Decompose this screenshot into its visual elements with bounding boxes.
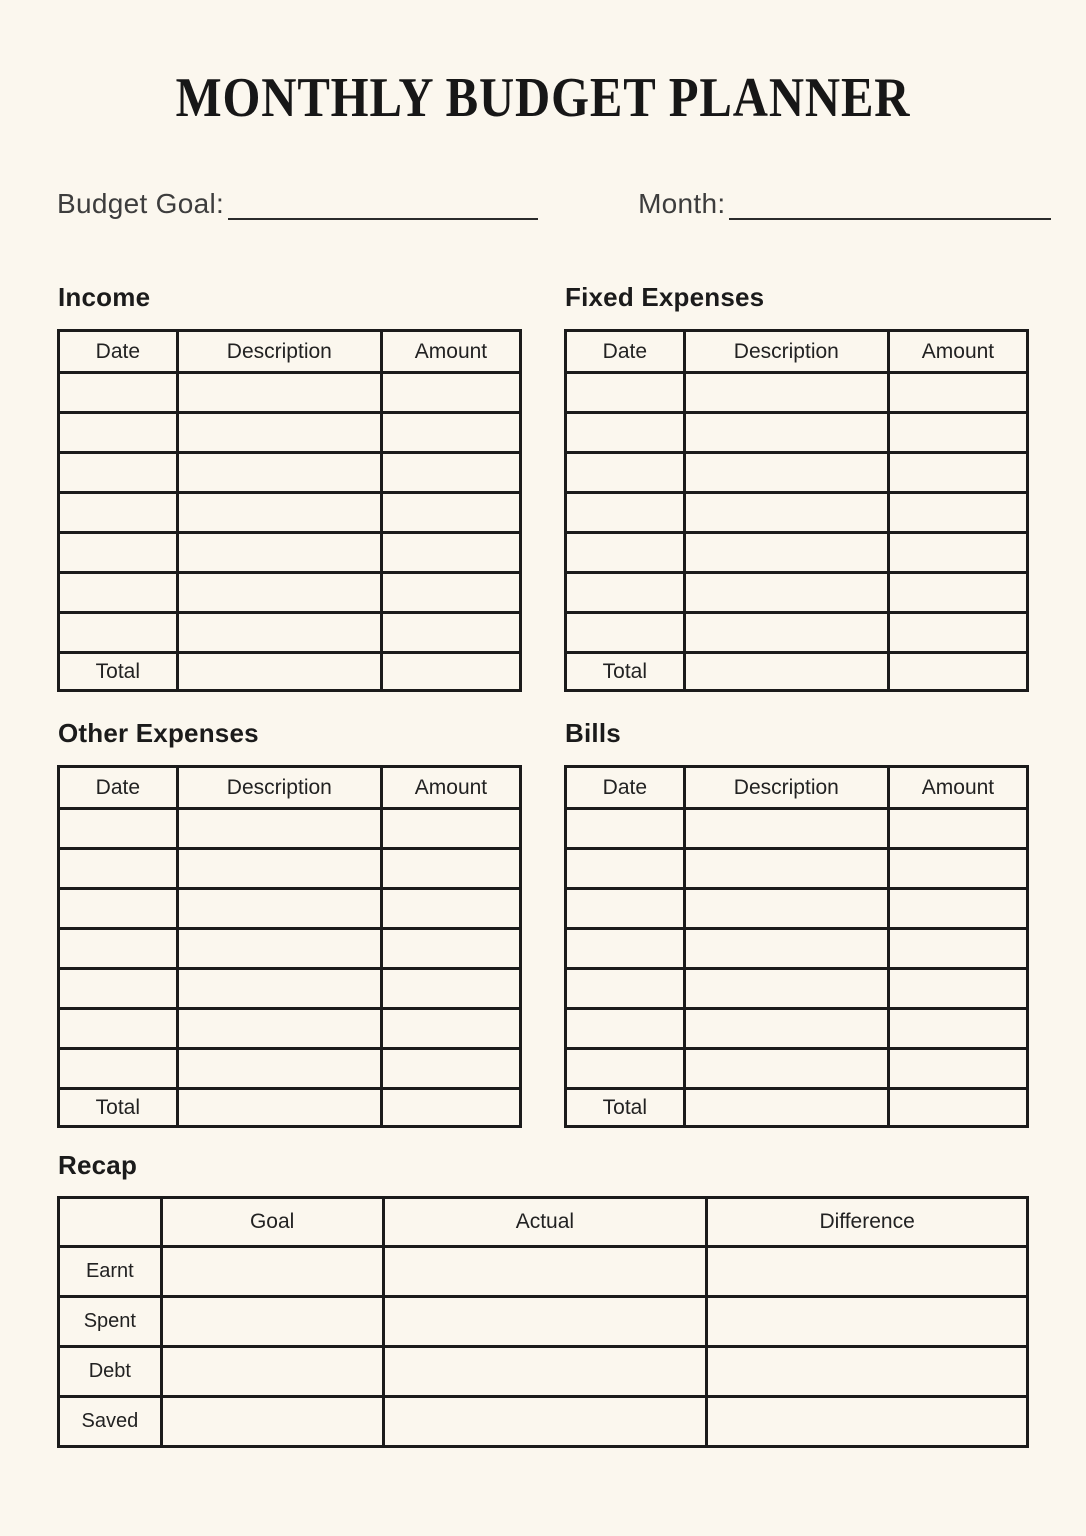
empty-cell bbox=[59, 373, 178, 413]
income-header-row bbox=[59, 331, 521, 373]
section-income bbox=[57, 282, 522, 692]
empty-entry-row bbox=[566, 373, 1028, 413]
empty-cell bbox=[888, 969, 1027, 1009]
empty-cell bbox=[381, 413, 520, 453]
recap-header-row bbox=[59, 1198, 1028, 1247]
income-total-row bbox=[59, 653, 521, 691]
empty-cell bbox=[888, 413, 1027, 453]
recap-row-debt bbox=[59, 1347, 1028, 1397]
other-expenses-header-row bbox=[59, 767, 521, 809]
column-header-amount: Amount bbox=[888, 331, 1027, 373]
column-header-date: Date bbox=[59, 331, 178, 373]
bills-section-title: Bills bbox=[565, 718, 621, 748]
total-label: Total bbox=[59, 1089, 178, 1127]
total-amount-cell bbox=[381, 1089, 520, 1127]
empty-entry-row bbox=[566, 969, 1028, 1009]
bills-header-row bbox=[566, 767, 1028, 809]
empty-cell bbox=[566, 453, 685, 493]
other-expenses-total-row bbox=[59, 1089, 521, 1127]
empty-entry-row bbox=[59, 493, 521, 533]
empty-cell bbox=[707, 1347, 1028, 1397]
empty-cell bbox=[566, 889, 685, 929]
empty-cell bbox=[888, 573, 1027, 613]
recap-corner-cell bbox=[59, 1198, 162, 1247]
empty-cell bbox=[177, 453, 381, 493]
empty-cell bbox=[59, 809, 178, 849]
empty-cell bbox=[381, 1009, 520, 1049]
empty-cell bbox=[383, 1297, 707, 1347]
column-header-description: Description bbox=[684, 767, 888, 809]
empty-cell bbox=[707, 1397, 1028, 1447]
empty-cell bbox=[684, 849, 888, 889]
empty-cell bbox=[59, 1049, 178, 1089]
empty-cell bbox=[888, 1049, 1027, 1089]
empty-entry-row bbox=[566, 413, 1028, 453]
empty-entry-row bbox=[566, 1049, 1028, 1089]
column-header-amount: Amount bbox=[888, 767, 1027, 809]
other-expenses-table bbox=[57, 765, 522, 1128]
total-amount-cell bbox=[888, 1089, 1027, 1127]
empty-cell bbox=[177, 929, 381, 969]
recap-row-label: Spent bbox=[59, 1297, 162, 1347]
empty-entry-row bbox=[566, 453, 1028, 493]
empty-cell bbox=[888, 929, 1027, 969]
empty-entry-row bbox=[59, 1049, 521, 1089]
section-other-expenses bbox=[57, 718, 522, 1128]
empty-cell bbox=[381, 613, 520, 653]
empty-cell bbox=[381, 533, 520, 573]
entry-tables-grid bbox=[57, 282, 1029, 1128]
empty-entry-row bbox=[59, 533, 521, 573]
empty-cell bbox=[684, 533, 888, 573]
month-field bbox=[638, 189, 1051, 220]
total-description-cell bbox=[684, 1089, 888, 1127]
empty-cell bbox=[177, 889, 381, 929]
empty-cell bbox=[707, 1297, 1028, 1347]
empty-cell bbox=[566, 849, 685, 889]
empty-cell bbox=[59, 969, 178, 1009]
empty-cell bbox=[59, 929, 178, 969]
empty-cell bbox=[888, 493, 1027, 533]
empty-cell bbox=[59, 889, 178, 929]
empty-entry-row bbox=[566, 573, 1028, 613]
empty-cell bbox=[888, 849, 1027, 889]
empty-cell bbox=[684, 373, 888, 413]
empty-cell bbox=[566, 613, 685, 653]
empty-cell bbox=[177, 849, 381, 889]
total-label: Total bbox=[566, 653, 685, 691]
empty-entry-row bbox=[59, 573, 521, 613]
empty-cell bbox=[161, 1397, 383, 1447]
empty-cell bbox=[684, 969, 888, 1009]
month-label: Month: bbox=[638, 188, 726, 220]
empty-cell bbox=[161, 1347, 383, 1397]
empty-cell bbox=[566, 929, 685, 969]
budget-goal-blank-line bbox=[228, 190, 538, 220]
page-title: MONTHLY BUDGET PLANNER bbox=[175, 67, 911, 129]
empty-cell bbox=[684, 1009, 888, 1049]
empty-entry-row bbox=[59, 1009, 521, 1049]
empty-cell bbox=[684, 613, 888, 653]
total-amount-cell bbox=[888, 653, 1027, 691]
empty-cell bbox=[684, 413, 888, 453]
bills-total-row bbox=[566, 1089, 1028, 1127]
empty-cell bbox=[59, 1009, 178, 1049]
empty-cell bbox=[888, 453, 1027, 493]
empty-cell bbox=[381, 1049, 520, 1089]
empty-cell bbox=[59, 613, 178, 653]
empty-cell bbox=[177, 413, 381, 453]
empty-entry-row bbox=[59, 453, 521, 493]
empty-cell bbox=[566, 969, 685, 1009]
total-description-cell bbox=[684, 653, 888, 691]
other-expenses-section-title: Other Expenses bbox=[58, 718, 259, 748]
month-blank-line bbox=[729, 190, 1051, 220]
column-header-description: Description bbox=[177, 767, 381, 809]
empty-cell bbox=[177, 969, 381, 1009]
empty-cell bbox=[684, 573, 888, 613]
column-header-amount: Amount bbox=[381, 331, 520, 373]
empty-cell bbox=[381, 373, 520, 413]
empty-cell bbox=[383, 1397, 707, 1447]
empty-cell bbox=[177, 613, 381, 653]
recap-table bbox=[57, 1196, 1029, 1448]
recap-column-actual: Actual bbox=[383, 1198, 707, 1247]
empty-entry-row bbox=[566, 809, 1028, 849]
fixed-expenses-table bbox=[564, 329, 1029, 692]
empty-cell bbox=[566, 809, 685, 849]
empty-cell bbox=[381, 889, 520, 929]
empty-cell bbox=[381, 929, 520, 969]
income-section-title: Income bbox=[58, 282, 151, 312]
total-description-cell bbox=[177, 653, 381, 691]
empty-entry-row bbox=[59, 969, 521, 1009]
empty-cell bbox=[566, 493, 685, 533]
recap-row-label: Earnt bbox=[59, 1247, 162, 1297]
empty-entry-row bbox=[566, 533, 1028, 573]
recap-row-earnt bbox=[59, 1247, 1028, 1297]
budget-goal-field bbox=[57, 189, 538, 220]
empty-cell bbox=[888, 809, 1027, 849]
empty-cell bbox=[684, 929, 888, 969]
empty-entry-row bbox=[59, 929, 521, 969]
recap-row-saved bbox=[59, 1397, 1028, 1447]
column-header-amount: Amount bbox=[381, 767, 520, 809]
empty-cell bbox=[888, 1009, 1027, 1049]
empty-cell bbox=[59, 453, 178, 493]
empty-cell bbox=[707, 1247, 1028, 1297]
header-fields bbox=[57, 182, 1029, 220]
column-header-date: Date bbox=[566, 767, 685, 809]
fixed-expenses-section-title: Fixed Expenses bbox=[565, 282, 765, 312]
empty-cell bbox=[59, 849, 178, 889]
empty-cell bbox=[59, 573, 178, 613]
recap-row-label: Debt bbox=[59, 1347, 162, 1397]
empty-entry-row bbox=[59, 849, 521, 889]
empty-cell bbox=[566, 573, 685, 613]
empty-entry-row bbox=[566, 1009, 1028, 1049]
empty-cell bbox=[684, 453, 888, 493]
column-header-description: Description bbox=[684, 331, 888, 373]
empty-cell bbox=[59, 413, 178, 453]
section-fixed-expenses bbox=[564, 282, 1029, 692]
recap-column-difference: Difference bbox=[707, 1198, 1028, 1247]
empty-entry-row bbox=[566, 849, 1028, 889]
empty-cell bbox=[684, 493, 888, 533]
empty-entry-row bbox=[59, 809, 521, 849]
total-label: Total bbox=[566, 1089, 685, 1127]
empty-cell bbox=[888, 533, 1027, 573]
fixed-expenses-header-row bbox=[566, 331, 1028, 373]
empty-cell bbox=[383, 1247, 707, 1297]
empty-cell bbox=[566, 533, 685, 573]
empty-cell bbox=[566, 1049, 685, 1089]
empty-cell bbox=[59, 533, 178, 573]
total-amount-cell bbox=[381, 653, 520, 691]
empty-cell bbox=[888, 613, 1027, 653]
empty-cell bbox=[161, 1247, 383, 1297]
empty-cell bbox=[381, 453, 520, 493]
empty-cell bbox=[566, 413, 685, 453]
total-label: Total bbox=[59, 653, 178, 691]
empty-cell bbox=[177, 573, 381, 613]
recap-row-spent bbox=[59, 1297, 1028, 1347]
total-description-cell bbox=[177, 1089, 381, 1127]
empty-cell bbox=[381, 573, 520, 613]
empty-cell bbox=[177, 533, 381, 573]
empty-cell bbox=[381, 809, 520, 849]
empty-cell bbox=[381, 969, 520, 1009]
empty-cell bbox=[59, 493, 178, 533]
empty-cell bbox=[177, 493, 381, 533]
empty-cell bbox=[161, 1297, 383, 1347]
recap-row-label: Saved bbox=[59, 1397, 162, 1447]
empty-entry-row bbox=[59, 373, 521, 413]
empty-cell bbox=[888, 373, 1027, 413]
empty-cell bbox=[383, 1347, 707, 1397]
income-table bbox=[57, 329, 522, 692]
empty-entry-row bbox=[566, 613, 1028, 653]
budget-goal-label: Budget Goal: bbox=[57, 188, 225, 220]
empty-cell bbox=[177, 809, 381, 849]
empty-entry-row bbox=[59, 413, 521, 453]
empty-cell bbox=[177, 1009, 381, 1049]
column-header-date: Date bbox=[59, 767, 178, 809]
empty-entry-row bbox=[59, 613, 521, 653]
empty-cell bbox=[381, 849, 520, 889]
recap-section-title: Recap bbox=[58, 1150, 138, 1180]
empty-cell bbox=[684, 1049, 888, 1089]
empty-cell bbox=[684, 809, 888, 849]
column-header-description: Description bbox=[177, 331, 381, 373]
empty-cell bbox=[381, 493, 520, 533]
empty-entry-row bbox=[566, 493, 1028, 533]
recap-column-goal: Goal bbox=[161, 1198, 383, 1247]
section-bills bbox=[564, 718, 1029, 1128]
fixed-expenses-total-row bbox=[566, 653, 1028, 691]
empty-cell bbox=[888, 889, 1027, 929]
empty-entry-row bbox=[566, 889, 1028, 929]
empty-entry-row bbox=[566, 929, 1028, 969]
bills-table bbox=[564, 765, 1029, 1128]
empty-cell bbox=[566, 373, 685, 413]
empty-cell bbox=[177, 1049, 381, 1089]
empty-cell bbox=[684, 889, 888, 929]
section-recap bbox=[57, 1150, 1029, 1448]
empty-cell bbox=[566, 1009, 685, 1049]
empty-cell bbox=[177, 373, 381, 413]
empty-entry-row bbox=[59, 889, 521, 929]
column-header-date: Date bbox=[566, 331, 685, 373]
